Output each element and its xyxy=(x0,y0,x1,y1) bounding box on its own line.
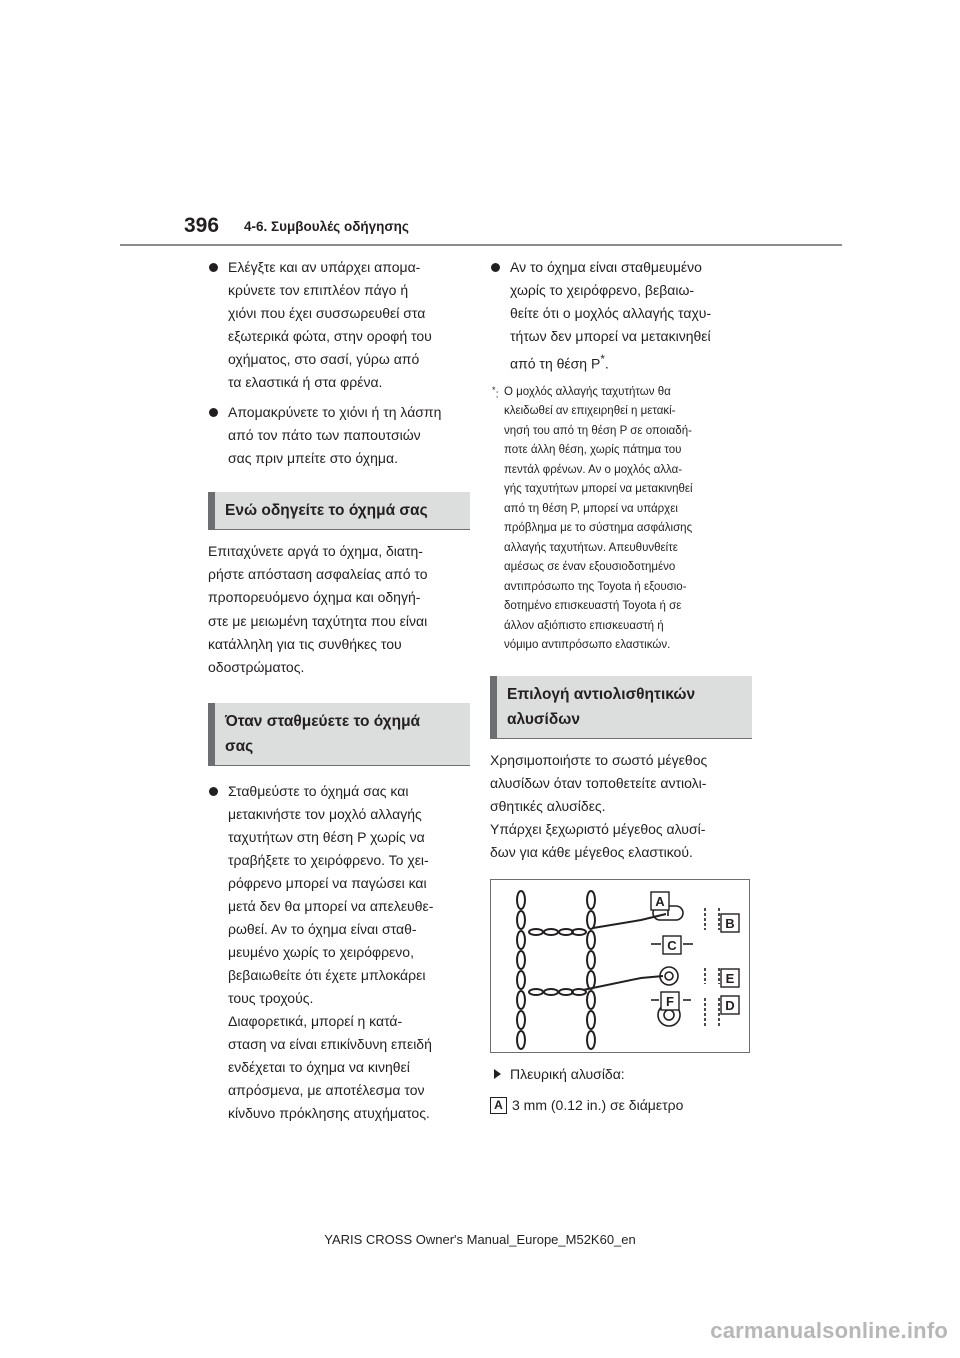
text-line: Αν το όχημα είναι σταθμευμένο xyxy=(510,259,702,275)
text-line: δοτημένο επισκευαστή Toyota ή σε xyxy=(504,600,682,613)
text-line: ενδέχεται το όχημα να κινηθεί xyxy=(228,1059,410,1076)
text-line: αλλαγής ταχυτήτων. Απευθυνθείτε xyxy=(504,541,678,554)
page-number: 396 xyxy=(184,214,220,237)
text-line: Απομακρύνετε το χιόνι ή τη λάσπη xyxy=(228,404,442,420)
text-line: τραβήξετε το χειρόφρενο. Το χει- xyxy=(228,852,429,869)
bullet-parked-without-brake xyxy=(490,256,752,376)
text-line: ποτε άλλη θέση, χωρίς πάτημα του xyxy=(504,444,682,457)
text-line: ρόφρενο μπορεί να παγώσει και xyxy=(228,875,427,892)
text-line: θείτε ότι ο μοχλός αλλαγής ταχυ- xyxy=(510,305,712,321)
text-line: Χρησιμοποιήστε το σωστό μέγεθος xyxy=(490,751,708,768)
text-line: μευμένο χωρίς το χειρόφρενο, xyxy=(228,944,414,961)
text-line: από τη θέση P xyxy=(510,355,601,372)
triangle-bullet-icon xyxy=(494,1069,501,1079)
text-line: αντιπρόσωπο της Toyota ή εξουσιο- xyxy=(504,580,687,593)
text-punctuation: . xyxy=(604,355,609,372)
heading-text: αλυσίδων xyxy=(507,710,580,728)
figure-label-e: E xyxy=(725,970,735,986)
text-line: νησή του από τη θέση P σε οποιαδή- xyxy=(504,424,692,437)
text-line: εξωτερικά φώτα, στην οροφή του xyxy=(228,328,432,344)
text-line: ρήστε απόσταση ασφαλείας από το xyxy=(208,566,428,583)
bullet-dot-icon xyxy=(209,787,218,796)
text-line: άλλον αξιόπιστο επισκευαστή ή xyxy=(504,619,664,632)
text-line: απρόσμενα, με αποτέλεσμα τον xyxy=(228,1082,425,1099)
footer: YARIS CROSS Owner's Manual_Europe_M52K60_en xyxy=(324,1232,636,1247)
left-column xyxy=(208,256,470,1132)
text-line: οδοστρώματος. xyxy=(208,659,305,676)
chains-paragraph xyxy=(490,749,752,865)
chain-diagram-svg xyxy=(491,880,749,1052)
figure-label-c: C xyxy=(667,937,677,953)
heading-text: Όταν σταθμεύετε το όχημά xyxy=(225,713,421,731)
text-line: πρόβλημα με το σύστημα ασφάλισης xyxy=(504,522,693,535)
text-line: νόμιμο αντιπρόσωπο ελαστικών. xyxy=(504,639,671,652)
heading-when-parking xyxy=(208,703,470,766)
text-line: Σταθμεύστε το όχημά σας και xyxy=(228,783,409,800)
text-line: τα ελαστικά ή στα φρένα. xyxy=(228,374,383,390)
text-line: γής ταχυτήτων μπορεί να μετακινηθεί xyxy=(504,483,693,496)
figure-label-b: B xyxy=(725,915,735,931)
text-line: Επιταχύνετε αργά το όχημα, διατη- xyxy=(208,543,423,559)
text-line: αμέσως σε έναν εξουσιοδοτημένο xyxy=(504,561,676,574)
footnote-mark: *: xyxy=(492,384,499,401)
text-line: χωρίς το χειρόφρενο, βεβαιω- xyxy=(510,282,695,298)
text-line: πεντάλ φρένων. Αν ο μοχλός αλλα- xyxy=(504,463,683,476)
header-rule xyxy=(120,244,842,246)
footnote-reference: * xyxy=(600,353,605,366)
text-line: ρωθεί. Αν το όχημα είναι σταθ- xyxy=(228,921,417,938)
text-line: από τη θέση P, μπορεί να υπάρχει xyxy=(504,502,678,515)
text-line: δων για κάθε μέγεθος ελαστικού. xyxy=(490,844,693,861)
text-line: Ελέγξτε και αν υπάρχει απομα- xyxy=(228,259,421,275)
text-line: ταχυτήτων στη θέση P χωρίς να xyxy=(228,829,425,846)
text-line: προπορευόμενο όχημα και οδηγή- xyxy=(208,589,421,606)
text-line: μετακινήστε τον μοχλό αλλαγής xyxy=(228,806,422,823)
text-line: σθητικές αλυσίδες. xyxy=(490,798,606,815)
figure-label-d: D xyxy=(725,997,735,1013)
text-line: κατάλληλη για τις συνθήκες του xyxy=(208,635,402,652)
text-line: τους τροχούς. xyxy=(228,990,314,1007)
bullet-dot-icon xyxy=(209,408,218,417)
text-line: Ο μοχλός αλλαγής ταχυτήτων θα xyxy=(504,385,671,398)
text-line: κλειδωθεί αν επιχειρηθεί η μετακί- xyxy=(504,405,676,418)
text-line: οχήματος, στο σασί, γύρω από xyxy=(228,351,420,367)
figure-label-f: F xyxy=(666,993,674,1009)
text-line: Διαφορετικά, μπορεί η κατά- xyxy=(228,1013,403,1030)
right-column xyxy=(490,256,752,1117)
text-line: σταση να είναι επικίνδυνη επειδή xyxy=(228,1036,432,1053)
tire-chain-illustration xyxy=(490,879,750,1053)
bullet-parking xyxy=(208,780,470,1125)
section-title: 4-6. Συμβουλές οδήγησης xyxy=(244,219,409,234)
text-line: αλυσίδων όταν τοποθετείτε αντιολι- xyxy=(490,774,707,791)
text-line: κρύνετε τον επιπλέον πάγο ή xyxy=(228,282,409,298)
text-line: κίνδυνο πρόκλησης ατυχήματος. xyxy=(228,1105,430,1122)
text-line: στε με μειωμένη ταχύτητα που είναι xyxy=(208,612,428,629)
side-chain-value: 3 mm (0.12 in.) σε διάμετρο xyxy=(512,1096,684,1113)
text-line: βεβαιωθείτε ότι έχετε μπλοκάρει xyxy=(228,967,426,984)
bullet-remove-snow xyxy=(208,401,470,470)
text-line: από τον πάτο των παπουτσιών xyxy=(228,427,421,443)
text-line: τήτων δεν μπορεί να μετακινηθεί xyxy=(510,328,711,344)
text-line: χιόνι που έχει συσσωρευθεί στα xyxy=(228,305,426,321)
heading-text: Επιλογή αντιολισθητικών xyxy=(507,685,696,703)
text-line: σας πριν μπείτε στο όχημα. xyxy=(228,450,398,466)
bullet-dot-icon xyxy=(209,263,218,272)
label-box-a: A xyxy=(490,1097,507,1114)
text-line: μετά δεν θα μπορεί να απελευθε- xyxy=(228,898,434,915)
side-chain-spec xyxy=(490,1094,752,1117)
bullet-dot-icon xyxy=(491,263,500,272)
side-chain-label: Πλευρική αλυσίδα: xyxy=(510,1065,625,1082)
bullet-remove-ice xyxy=(208,256,470,394)
heading-choosing-tire-chains xyxy=(490,676,752,739)
footnote xyxy=(490,383,752,656)
heading-text: σας xyxy=(225,738,254,756)
text-line: Υπάρχει ξεχωριστό μέγεθος αλυσί- xyxy=(490,821,706,838)
side-chain-item xyxy=(490,1063,752,1086)
heading-text: Ενώ οδηγείτε το όχημά σας xyxy=(225,502,428,519)
driving-paragraph xyxy=(208,540,470,679)
figure-label-a: A xyxy=(655,893,665,909)
heading-while-driving xyxy=(208,492,470,530)
watermark: carmanualsonline.info xyxy=(710,1318,948,1343)
